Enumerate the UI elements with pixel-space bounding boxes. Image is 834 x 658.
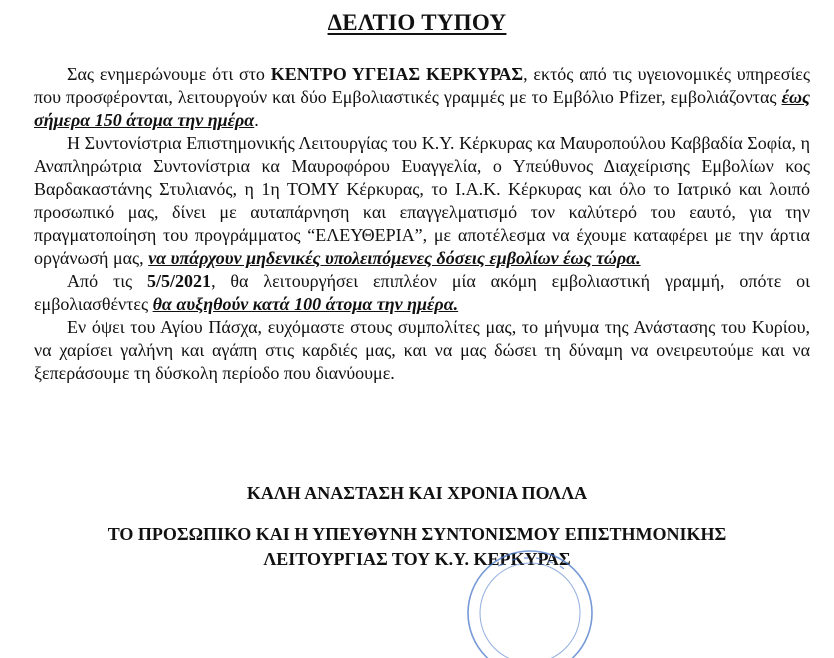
paragraph-2 (34, 132, 810, 270)
p1-daily-count: έως σήμερα 150 άτομα την ημέρα (34, 87, 810, 130)
document-title: ΔΕΛΤΙΟ ΤΥΠΟΥ (327, 10, 507, 35)
p1-text-a: Σας ενημερώνουμε ότι στο (67, 64, 271, 84)
easter-greeting: ΚΑΛΗ ΑΝΑΣΤΑΣΗ ΚΑΙ ΧΡΟΝΙΑ ΠΟΛΛΑ (246, 483, 588, 503)
p1-text-c: . (254, 110, 259, 130)
p3-date: 5/5/2021 (147, 271, 212, 291)
paragraph-1 (34, 63, 810, 132)
signature-block (0, 522, 834, 572)
paragraph-4: Εν όψει του Αγίου Πάσχα, ευχόμαστε στους συμπολίτες μας, το μήνυμα της Ανάστασης του Κυρίου, να χαρίσει γαλήνη και αγάπη στις καρδιές μας, και να μας δώσει τη δύναμη να ονειρευτούμε και να ξεπεράσουμε τη δύσκολη περίοδο που διανύουμε. (34, 317, 810, 383)
p1-health-center: ΚΕΝΤΡΟ ΥΓΕΙΑΣ ΚΕΡΚΥΡΑΣ (270, 64, 524, 84)
p3-text-a: Από τις (67, 271, 148, 291)
signature-line-1: ΤΟ ΠΡΟΣΩΠΙΚΟ ΚΑΙ Η ΥΠΕΥΘΥΝΗ ΣΥΝΤΟΝΙΣΜΟΥ ΕΠΙΣΤΗΜΟΝΙΚΗΣ (107, 524, 727, 544)
p2-text-a: Η Συντονίστρια Επιστημονικής Λειτουργίας του Κ.Υ. Κέρκυρας κα Μαυροπούλου Καββαδία Σοφία, η Αναπληρώτρια Συντονίστρια κα Μαυροφόρου Ευαγγελία, ο Υπεύθυνος Διαχείρισης Εμβολίων κος Βαρδακαστάνης Στυλιανός, η 1η ΤΟΜΥ Κέρκυρας, το Ι.Α.Κ. Κέρκυρας και όλο το Ιατρικό και λοιπό προσωπικό μας, δίνει με αυταπάρνηση και επαγγελματισμό τον καλύτερό του εαυτό, για την πραγματοποίηση του προγράμματος “ΕΛΕΥΘΕΡΙΑ”, με αποτέλεσμα να έχουμε καταφέρει με την άρτια οργάνωσή μας, (34, 133, 810, 268)
p2-zero-doses: να υπάρχουν μηδενικές υπολειπόμενες δόσεις εμβολίων έως τώρα. (148, 248, 641, 268)
paragraph-3 (34, 270, 810, 316)
p3-increase: θα αυξηθούν κατά 100 άτομα την ημέρα. (152, 294, 459, 314)
p3-text-b: , θα λειτουργήσει επιπλέον μία ακόμη εμβολιαστική γραμμή, οπότε οι εμβολιασθέντες (34, 271, 811, 314)
signature-line-2: ΛΕΙΤΟΥΡΓΙΑΣ ΤΟΥ Κ.Υ. ΚΕΡΚΥΡΑΣ (263, 549, 571, 569)
body-text (34, 63, 810, 385)
p1-text-b: , εκτός από τις υγειονομικές υπηρεσίες που προσφέρονται, λειτουργούν και δύο Εμβολιαστικές γραμμές με το Εμβόλιο Pfizer, εμβολιάζοντας (34, 64, 810, 107)
